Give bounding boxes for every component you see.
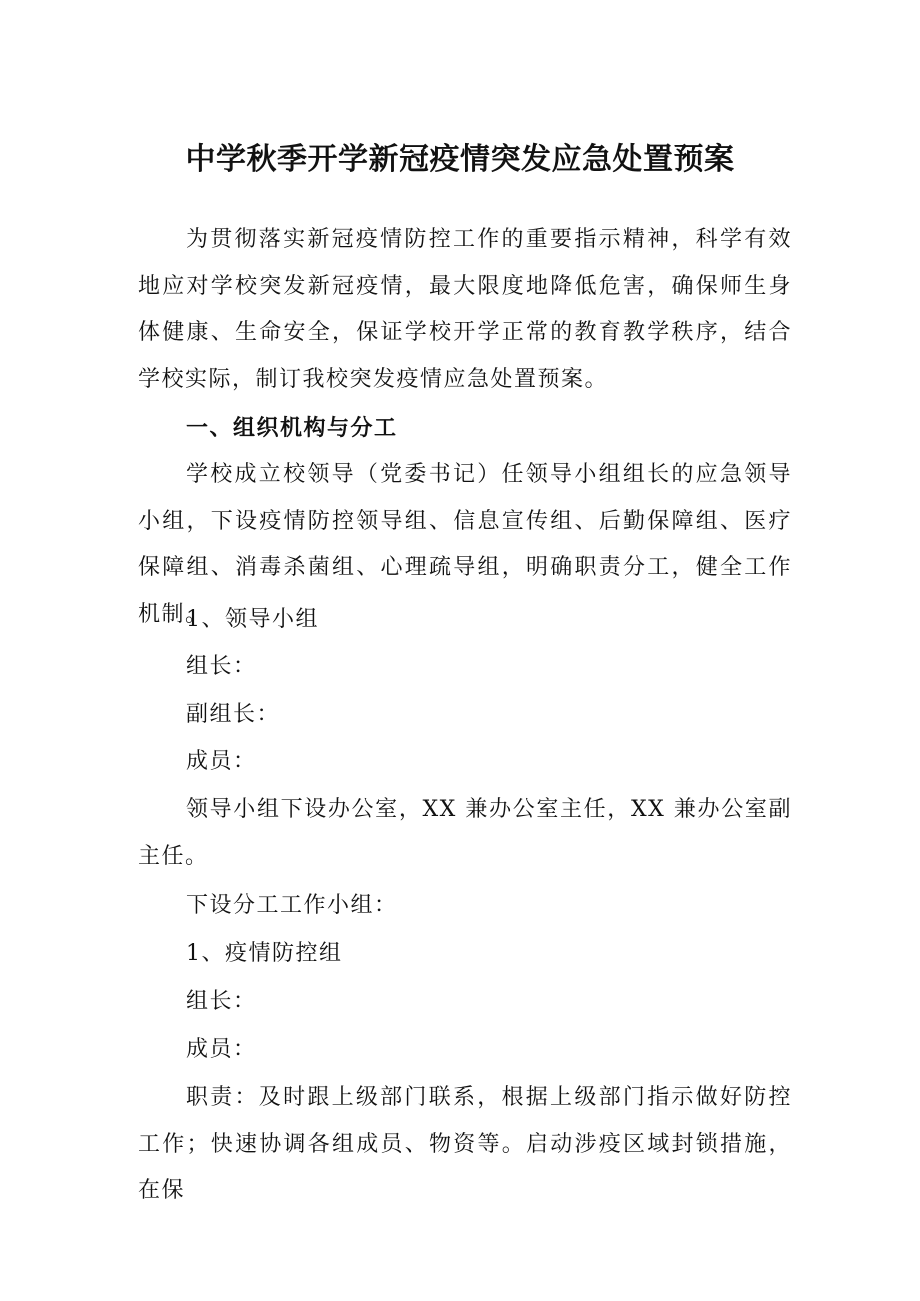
leader-group-deputy-line: 副组长： xyxy=(186,702,281,727)
leader-group-heading: 1、领导小组 xyxy=(186,607,319,632)
sub-groups-intro-line: 下设分工工作小组： xyxy=(186,893,398,918)
organization-paragraph: 学校成立校领导（党委书记）任领导小组组长的应急领导小组，下设疫情防控领导组、信息宣传组、后勤保障组、医疗保障组、消毒杀菌组、心理疏导组，明确职责分工，健全工作机制。 xyxy=(138,462,792,627)
leader-group-members-line: 成员： xyxy=(186,749,257,774)
epidemic-group-duties-paragraph: 职责：及时跟上级部门联系，根据上级部门指示做好防控工作；快速协调各组成员、物资等。启动涉疫区域封锁措施，在保 xyxy=(138,1085,792,1203)
leader-group-leader-line: 组长： xyxy=(186,654,257,679)
section-heading-organization: 一、组织机构与分工 xyxy=(186,416,398,441)
epidemic-group-members-line: 成员： xyxy=(186,1037,257,1062)
intro-paragraph: 为贯彻落实新冠疫情防控工作的重要指示精神，科学有效地应对学校突发新冠疫情，最大限度地降低危害，确保师生身体健康、生命安全，保证学校开学正常的教育教学秩序，结合学校实际，制订我校突发疫情应急处置预案。 xyxy=(138,227,792,392)
leader-office-paragraph: 领导小组下设办公室，XX 兼办公室主任，XX 兼办公室副主任。 xyxy=(138,797,792,869)
epidemic-group-heading: 1、疫情防控组 xyxy=(186,941,343,966)
document-title: 中学秋季开学新冠疫情突发应急处置预案 xyxy=(185,142,735,177)
epidemic-group-leader-line: 组长： xyxy=(186,989,257,1014)
